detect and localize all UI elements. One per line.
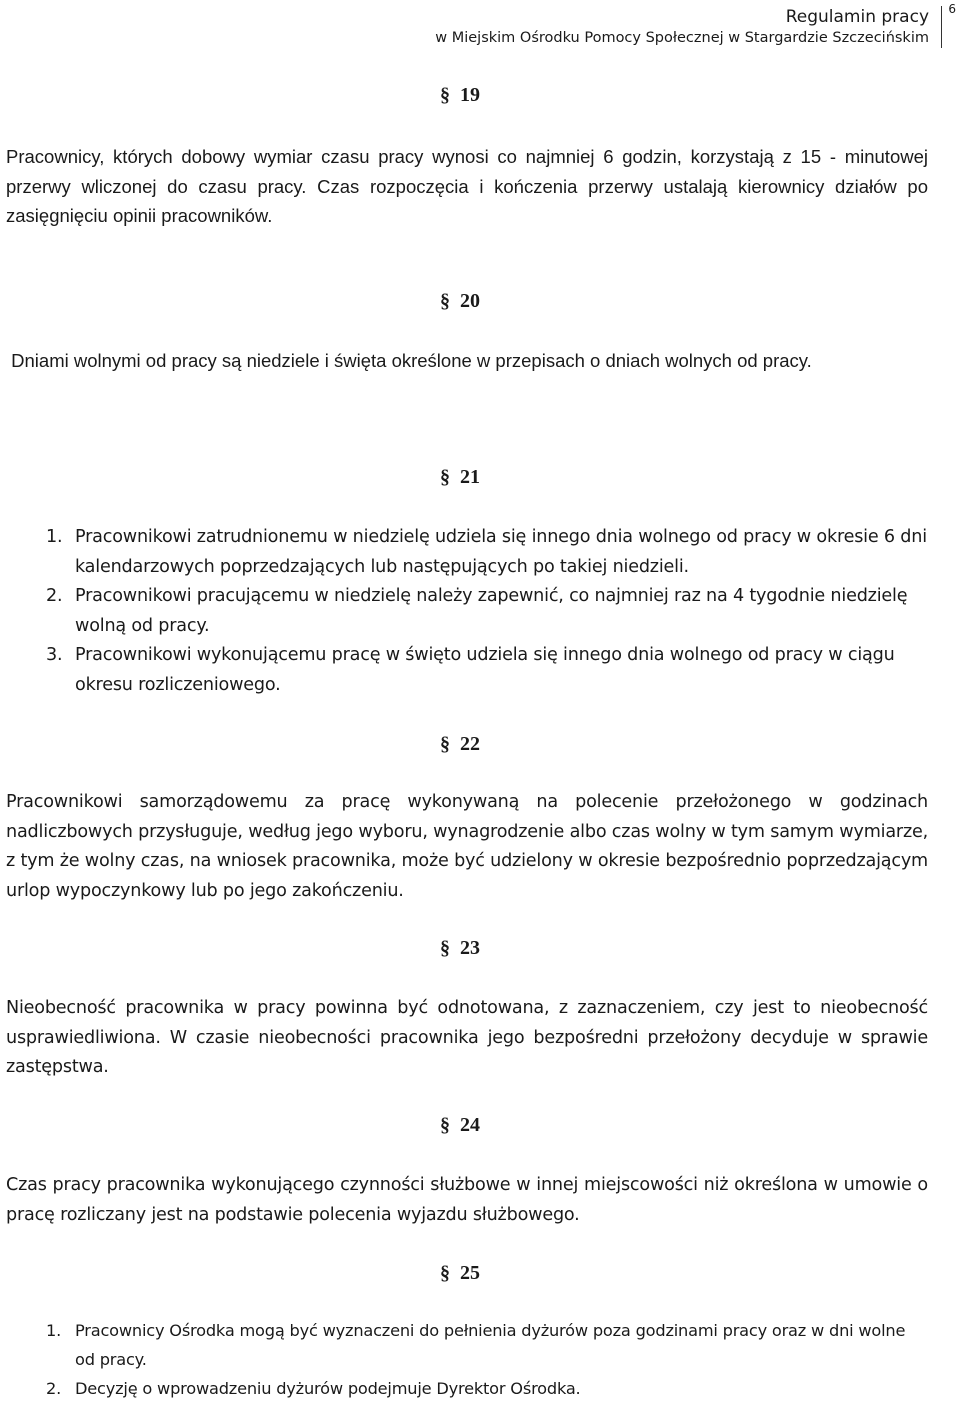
list-item-text: Pracownikowi pracującemu w niedzielę należy zapewnić, co najmniej raz na 4 tygodnie niedzielę wolną od pracy. [75, 586, 908, 636]
section-24-paragraph: Czas pracy pracownika wykonującego czynności służbowe w innej miejscowości niż określona w umowie o pracę rozliczany jest na podstawie polecenia wyjazdu służbowego. [6, 1175, 928, 1225]
list-item-number: 1. [46, 527, 63, 547]
section-heading-22 [440, 733, 480, 756]
section-sign: § [440, 937, 450, 959]
section-sign: § [440, 466, 450, 488]
section-19-paragraph: Pracownicy, których dobowy wymiar czasu pracy wynosi co najmniej 6 godzin, korzystają z 15 - minutowej przerwy wliczonej do czasu pracy. Czas rozpoczęcia i kończenia przerwy ustalają kierownicy działów po zasięgnięciu opinii pracowników. [6, 146, 928, 226]
list-item-number: 3. [46, 645, 63, 665]
section-heading-25 [440, 1262, 480, 1285]
section-sign: § [440, 290, 450, 312]
list-item-text: Pracownikowi wykonującemu pracę w święto udziela się innego dnia wolnego od pracy w ciągu okresu rozliczeniowego. [75, 645, 895, 695]
list-item [6, 523, 928, 582]
header-subtitle: w Miejskim Ośrodku Pomocy Społecznej w Stargardzie Szczecińskim [435, 30, 929, 46]
list-item-text: Decyzję o wprowadzeniu dyżurów podejmuje Dyrektor Ośrodka. [75, 1379, 581, 1398]
section-heading-23 [440, 937, 480, 960]
list-item-text: Pracownicy Ośrodka mogą być wyznaczeni do pełnienia dyżurów poza godzinami pracy oraz w dni wolne od pracy. [75, 1321, 906, 1369]
section-heading-21 [440, 466, 480, 489]
section-heading-19 [440, 84, 480, 107]
section-25-list [6, 1316, 928, 1403]
section-22-paragraph: Pracownikowi samorządowemu za pracę wykonywaną na polecenie przełożonego w godzinach nadliczbowych przysługuje, według jego wyboru, wynagrodzenie albo czas wolny w tym samym wymiarze, z tym że wolny czas, na wniosek pracownika, może być udzielony w okresie bezpośrednio poprzedzającym urlop wypoczynkowy lub po jego zakończeniu. [6, 792, 928, 901]
section-number: 23 [460, 937, 480, 959]
list-item [6, 1316, 928, 1374]
list-item [6, 641, 928, 700]
section-number: 20 [460, 290, 480, 312]
header-block [435, 6, 942, 48]
section-number: 19 [460, 84, 480, 106]
section-number: 22 [460, 733, 480, 755]
list-item-number: 2. [46, 586, 63, 606]
section-sign: § [440, 733, 450, 755]
section-heading-20 [440, 290, 480, 313]
header-title: Regulamin pracy [785, 7, 929, 27]
list-item-number: 2. [46, 1379, 62, 1398]
section-23-paragraph: Nieobecność pracownika w pracy powinna być odnotowana, z zaznaczeniem, czy jest to nieobecność usprawiedliwiona. W czasie nieobecności pracownika jego bezpośredni przełożony decyduje w sprawie zastępstwa. [6, 998, 928, 1077]
section-21-list [6, 523, 928, 700]
section-number: 25 [460, 1262, 480, 1284]
section-sign: § [440, 84, 450, 106]
list-item [6, 582, 928, 641]
section-number: 24 [460, 1114, 480, 1136]
section-heading-24 [440, 1114, 480, 1137]
section-20-paragraph: Dniami wolnymi od pracy są niedziele i święta określone w przepisach o dniach wolnych od pracy. [6, 350, 812, 371]
list-item-number: 1. [46, 1321, 62, 1340]
page-header [0, 0, 960, 56]
list-item [6, 1374, 928, 1403]
list-item-text: Pracownikowi zatrudnionemu w niedzielę udziela się innego dnia wolnego od pracy w okresie 6 dni kalendarzowych poprzedzających lub następujących po takiej niedzieli. [75, 527, 927, 577]
section-sign: § [440, 1114, 450, 1136]
section-number: 21 [460, 466, 480, 488]
page-number: 6 [948, 2, 956, 16]
section-sign: § [440, 1262, 450, 1284]
